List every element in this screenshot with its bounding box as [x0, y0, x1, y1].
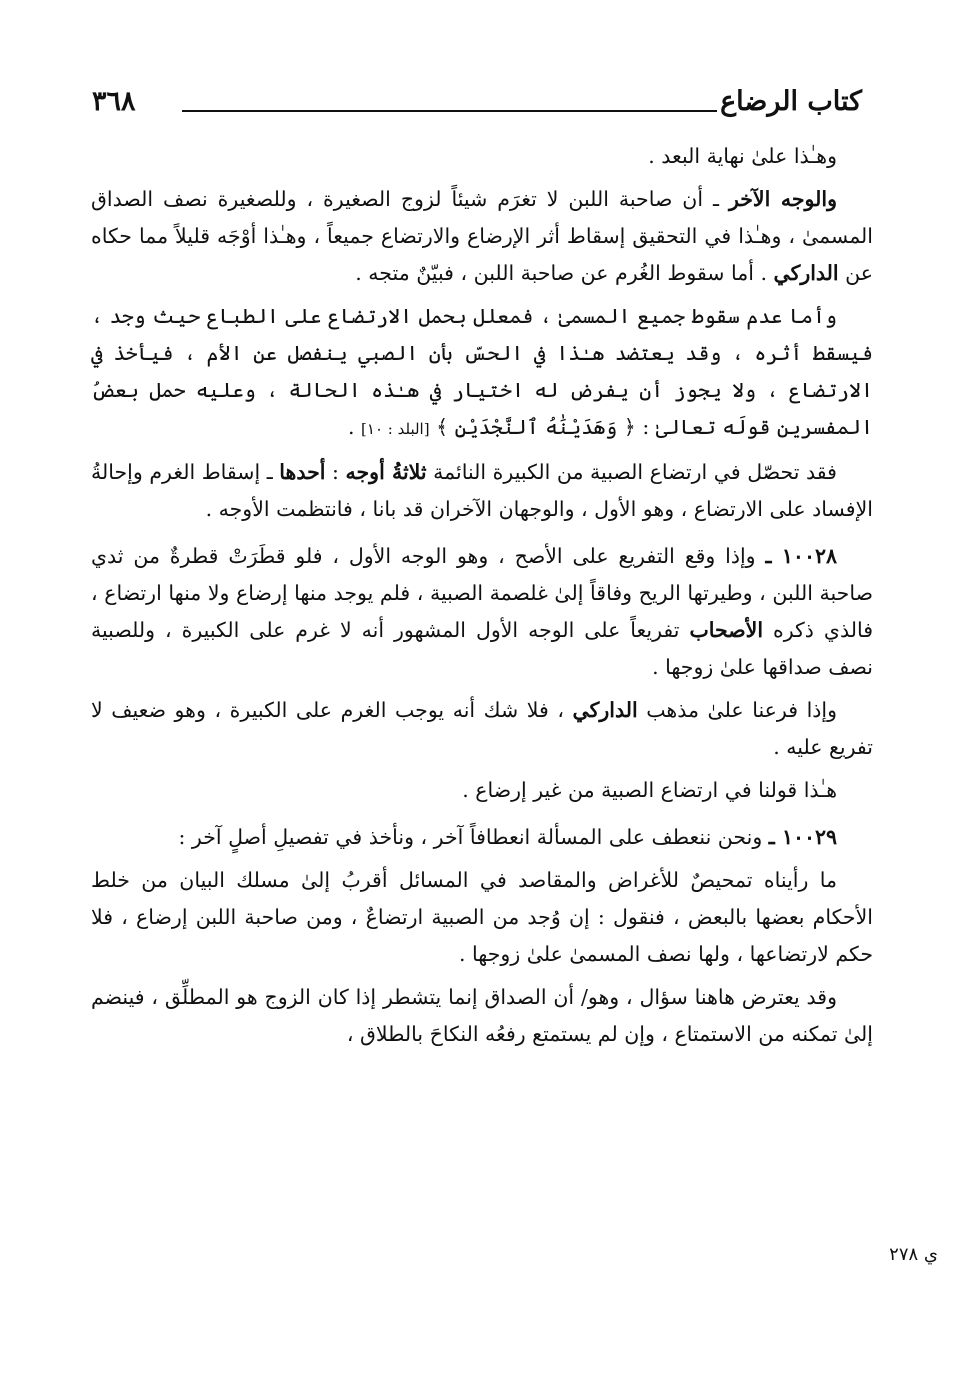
bold-term: الداركي [572, 698, 638, 722]
bold-term: ثلاثةُ أوجه [345, 460, 427, 484]
page-number: ٣٦٨ [92, 86, 136, 117]
text-run: وهـٰذا علىٰ نهاية البعد . [648, 144, 837, 168]
text-run: تفريعاً على الوجه الأول المشهور أنه لا غرم على الكبيرة ، وللصبية نصف صداقها علىٰ زوجها . [91, 618, 873, 679]
paragraph [91, 979, 873, 1053]
bold-term: ١٠٠٢٩ ـ [768, 825, 837, 849]
paragraph [91, 692, 873, 766]
page-body [91, 138, 873, 1059]
text-run: ، فلا شك أنه يوجب الغرم على الكبيرة ، وهو ضعيف لا تفريع عليه . [91, 698, 873, 759]
text-run: وأما عدم سقوط جميع المسمىٰ ، فمعلل بحمل الارتضاع على الطباع حيث وجد ، فيسقط أثره ، وقد يعتضد هـٰذا في الحسّ بأن الصبي ينفصل عن الأم ، فيأخذ في الارتضاع ، ولا يجوز أن يفرض له اختيار في هـٰذه الحالة ، وعليه حمل بعضُ المفسرين قولَه تعالىٰ : ﴿ وَهَدَيْنَٰهُ ٱلنَّجْدَيْنِ ﴾ [91, 304, 873, 439]
paragraph [91, 772, 873, 809]
text-run: وإذا وقع التفريع على الأصح ، وهو الوجه الأول ، فلو قطَرَتْ قطرةٌ من ثدي صاحبة اللبن ، وطيرتها الريح وفاقاً إلىٰ غلصمة الصبية ، فلم يوجد منها إرضاع ولا منها ارتضاع ، فالذي ذكره [91, 544, 873, 642]
text-run: ونحن ننعطف على المسألة انعطافاً آخر ، ونأخذ في تفصيلِ أصلٍ آخر : [178, 825, 769, 849]
text-run: ـ إسقاط الغرم وإحالةُ الإفساد على الارتضاع ، وهو الأول ، والوجهان الآخران قد بانا ، فانتظمت الأوجه . [91, 460, 873, 521]
paragraph [91, 181, 873, 292]
margin-folio-note: ي ٢٧٨ [889, 1244, 938, 1265]
text-run: . [348, 415, 362, 439]
page-header [92, 80, 862, 124]
text-run: ـ أن صاحبة اللبن لا تغرَم شيئاً لزوج الصغيرة ، وللصغيرة نصف الصداق المسمىٰ ، وهـٰذا في التحقيق إسقاط أثر الإرضاع والارتضاع جميعاً ، وهـٰذا أوْجَه قليلاً مما حكاه عن [91, 187, 873, 285]
paragraph [91, 138, 873, 175]
text-run: ما رأيناه تمحيصٌ للأغراض والمقاصد في المسائل أقربُ إلىٰ مسلك البيان من خلط الأحكام بعضها بالبعض ، فنقول : إن وُجد من الصبية ارتضاعٌ ، ومن صاحبة اللبن إرضاع ، فلا حكم لارتضاعها ، ولها نصف المسمىٰ علىٰ زوجها . [91, 868, 873, 966]
bold-term: الداركي [773, 261, 839, 285]
paragraph [91, 538, 873, 686]
chapter-title: كتاب الرضاع [720, 86, 862, 117]
bold-term: ١٠٠٢٨ ـ [765, 544, 837, 568]
text-run: وإذا فرعنا علىٰ مذهب [637, 698, 837, 722]
paragraph [91, 862, 873, 973]
text-run: هـٰذا قولنا في ارتضاع الصبية من غير إرضاع . [462, 778, 837, 802]
text-run: فقد تحصّل في ارتضاع الصبية من الكبيرة النائمة [426, 460, 837, 484]
paragraph [91, 298, 873, 448]
quran-reference: [البلد : ١٠] [361, 420, 430, 438]
text-run: : [325, 460, 346, 484]
paragraph [91, 819, 873, 856]
bold-term: أحدها [279, 460, 326, 484]
bold-term: الأصحاب [689, 618, 764, 642]
header-rule [182, 110, 717, 112]
text-run: . أما سقوط الغُرم عن صاحبة اللبن ، فبيّنٌ متجه . [355, 261, 774, 285]
text-run: وقد يعترض هاهنا سؤال ، وهو/ أن الصداق إنما يتشطر إذا كان الزوج هو المطلِّق ، فينضم إلىٰ تمكنه من الاستمتاع ، وإن لم يستمتع رفعُه النكاحَ بالطلاق ، [91, 985, 873, 1046]
bold-term: والوجه الآخر [728, 187, 837, 211]
paragraph [91, 454, 873, 528]
